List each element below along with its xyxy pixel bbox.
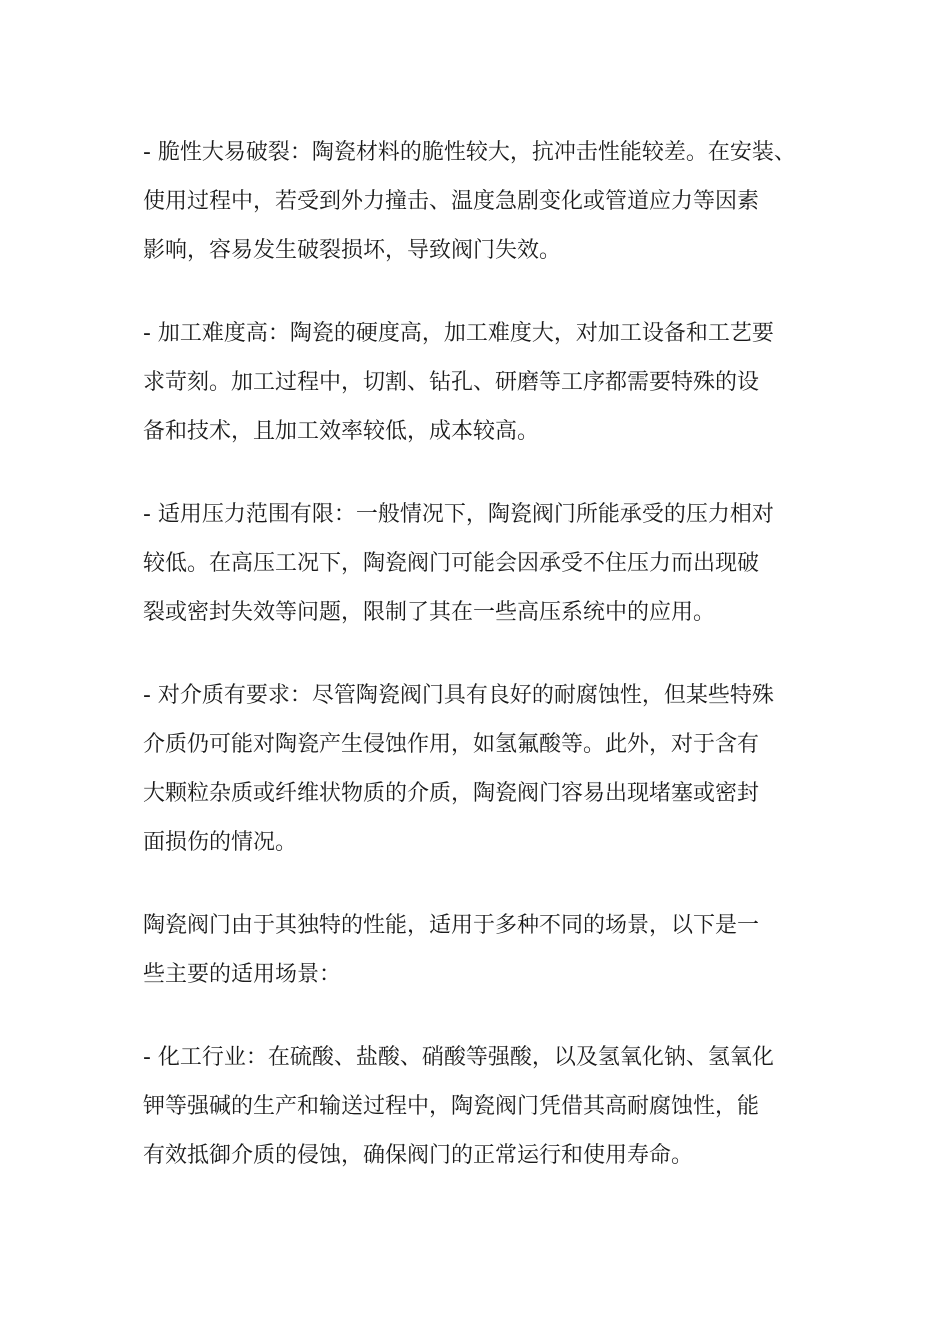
document-body xyxy=(143,128,823,1180)
text-line: 有效抵御介质的侵蚀，确保阀门的正常运行和使用寿命。 xyxy=(143,1143,694,1168)
paragraph-chemical-industry xyxy=(143,1033,823,1180)
text-line: 陶瓷阀门由于其独特的性能，适用于多种不同的场景，以下是一 xyxy=(143,913,760,938)
text-line: 较低。在高压工况下，陶瓷阀门可能会因承受不住压力而出现破 xyxy=(143,551,760,576)
paragraph-pressure-range xyxy=(143,490,823,637)
text-line: 使用过程中，若受到外力撞击、温度急剧变化或管道应力等因素 xyxy=(143,189,760,214)
text-line: 介质仍可能对陶瓷产生侵蚀作用，如氢氟酸等。此外，对于含有 xyxy=(143,732,760,757)
text-line: 面损伤的情况。 xyxy=(143,830,298,855)
paragraph-brittleness xyxy=(143,128,823,275)
text-line: 裂或密封失效等问题，限制了其在一些高压系统中的应用。 xyxy=(143,600,716,625)
text-line: 大颗粒杂质或纤维状物质的介质，陶瓷阀门容易出现堵塞或密封 xyxy=(143,781,760,806)
text-line: - 脆性大易破裂：陶瓷材料的脆性较大，抗冲击性能较差。在安装、 xyxy=(143,140,796,165)
text-line: - 对介质有要求：尽管陶瓷阀门具有良好的耐腐蚀性，但某些特殊 xyxy=(143,683,774,708)
text-line: - 适用压力范围有限：一般情况下，陶瓷阀门所能承受的压力相对 xyxy=(143,502,774,527)
paragraph-machining xyxy=(143,309,823,456)
text-line: 影响，容易发生破裂损坏，导致阀门失效。 xyxy=(143,238,562,263)
text-line: 钾等强碱的生产和输送过程中，陶瓷阀门凭借其高耐腐蚀性，能 xyxy=(143,1094,760,1119)
text-line: - 化工行业：在硫酸、盐酸、硝酸等强酸，以及氢氧化钠、氢氧化 xyxy=(143,1045,774,1070)
text-line: 求苛刻。加工过程中，切割、钻孔、研磨等工序都需要特殊的设 xyxy=(143,370,760,395)
paragraph-application-intro xyxy=(143,901,823,999)
text-line: 备和技术，且加工效率较低，成本较高。 xyxy=(143,419,540,444)
paragraph-medium-requirements xyxy=(143,671,823,867)
text-line: - 加工难度高：陶瓷的硬度高，加工难度大，对加工设备和工艺要 xyxy=(143,321,774,346)
text-line: 些主要的适用场景： xyxy=(143,962,342,987)
